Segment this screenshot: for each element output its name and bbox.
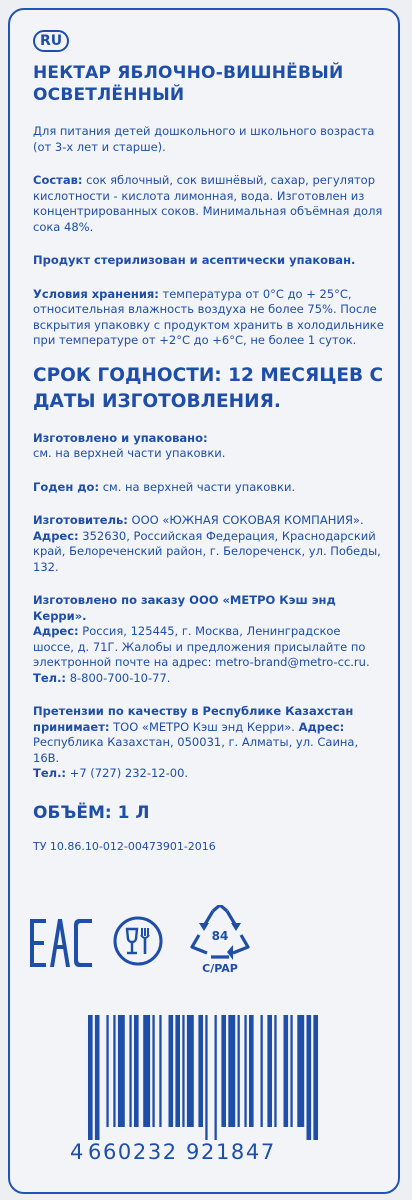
best-before-block: [33, 480, 385, 496]
barcode-bar: [152, 1015, 154, 1127]
barcode-bar: [198, 1015, 203, 1127]
barcode-bar: [274, 1015, 276, 1127]
storage-text: температура от 0°С до + 25°С, относительная влажность воздуха не более 75%. После вскрытия упаковку с продуктом хранить в холодильнике при температуре от +2°С до +6°С, не более 1 суток.: [33, 286, 384, 347]
barcode-bar: [290, 1015, 292, 1127]
barcode: [30, 1015, 390, 1185]
barcode-bar: [134, 1015, 139, 1127]
tu-standard: ТУ 10.86.10-012-00473901-2016: [33, 839, 216, 853]
kazakhstan-block: [33, 704, 385, 782]
manufacturer-address: 352630, Российская Федерация, Краснодарский край, Белореченский район, г. Белореченск, ул. Победы, 132.: [33, 528, 381, 574]
barcode-bar: [169, 1015, 174, 1127]
produced-label: Изготовлено и упаковано:: [33, 430, 208, 445]
customer-label: Изготовлено по заказу ООО «МЕТРО Кэш энд Керри».: [33, 593, 336, 623]
kazakhstan-label: Претензии по качеству в Республике Казахстан принимает:: [33, 704, 354, 734]
best-before-label: Годен до:: [33, 479, 100, 494]
barcode-bar: [118, 1015, 125, 1127]
barcode-bar: [307, 1015, 312, 1140]
barcode-bar: [129, 1015, 131, 1127]
barcode-bar: [175, 1015, 180, 1127]
barcode-bar: [205, 1015, 207, 1140]
barcode-bar: [221, 1015, 226, 1127]
kazakhstan-address-label: Адрес:: [298, 719, 345, 734]
language-badge: RU: [33, 30, 69, 52]
kazakhstan-org: ТОО «МЕТРО Кэш энд Керри».: [109, 719, 295, 734]
customer-address-label: Адрес:: [33, 624, 79, 638]
barcode-bar: [182, 1015, 184, 1127]
barcode-bar: [313, 1015, 318, 1140]
barcode-bar: [88, 1015, 93, 1140]
barcode-bar: [261, 1015, 263, 1127]
barcode-bar: [215, 1015, 217, 1140]
produced-block: [33, 431, 385, 462]
barcode-bar: [143, 1015, 150, 1127]
customer-block: [33, 593, 385, 686]
barcode-bar: [106, 1015, 108, 1127]
manufacturer-name: ООО «ЮЖНАЯ СОКОВАЯ КОМПАНИЯ».: [127, 513, 364, 527]
recycle-icon: [170, 905, 270, 975]
customer-phone-label: Тел.:: [33, 670, 67, 685]
barcode-bar: [238, 1015, 240, 1127]
sterilized-text: Продукт стерилизован и асептически упакован.: [33, 253, 356, 267]
barcode-first-digit: 4: [70, 1140, 84, 1164]
barcode-bar: [228, 1015, 235, 1127]
recycle-number: 84: [211, 929, 229, 943]
barcode-bar: [113, 1015, 115, 1127]
product-title: НЕКТАР ЯБЛОЧНО-ВИШНЁВЫЙ ОСВЕТЛЁННЫЙ: [33, 63, 344, 105]
manufacturer-label: Изготовитель:: [33, 513, 128, 527]
storage-block: [33, 287, 385, 349]
composition-label: Состав:: [33, 173, 83, 187]
volume-text: ОБЪЁМ: 1 Л: [33, 802, 150, 823]
composition-block: [33, 173, 385, 235]
barcode-bar: [95, 1015, 100, 1140]
composition-text: сок яблочный, сок вишнёвый, сахар, регулятор кислотности - кислота лимонная, вода. Изготовлен из концентрированных соков. Минимальная объёмная доля сока 48%.: [33, 173, 383, 234]
barcode-bars: [88, 1015, 368, 1140]
shelf-life-heading: СРОК ГОДНОСТИ: 12 МЕСЯЦЕВ С ДАТЫ ИЗГОТОВЛЕНИЯ.: [33, 364, 384, 412]
eac-mark-icon: [30, 919, 92, 971]
barcode-bar: [284, 1015, 289, 1127]
barcode-bar: [297, 1015, 304, 1127]
manufacturer-block: [33, 513, 385, 575]
label-text: [33, 30, 385, 854]
kazakhstan-phone-label: Тел.:: [33, 766, 67, 780]
customer-phone: 8-800-700-10-77.: [66, 670, 171, 685]
food-safe-icon: [112, 915, 164, 971]
barcode-bar: [249, 1015, 254, 1127]
barcode-bar: [267, 1015, 272, 1127]
barcode-bar: [187, 1015, 194, 1127]
recycle-code: C/PAP: [202, 962, 238, 975]
certification-icons: [30, 905, 350, 985]
produced-text: см. на верхней части упаковки.: [33, 446, 226, 460]
best-before-text: см. на верхней части упаковки.: [99, 479, 296, 494]
barcode-bar: [244, 1015, 246, 1127]
kazakhstan-phone: +7 (727) 232-12-00.: [66, 766, 189, 780]
barcode-digits: 660232 921847: [88, 1140, 276, 1164]
manufacturer-address-label: Адрес:: [33, 528, 79, 543]
purpose-text: Для питания детей дошкольного и школьного возраста (от 3-х лет и старше).: [33, 124, 375, 154]
barcode-bar: [159, 1015, 161, 1127]
customer-address: Россия, 125445, г. Москва, Ленинградское шоссе, д. 71Г. Жалобы и предложения присылайте по электронной почте на адрес: metro-brand@metro-cc.ru.: [33, 624, 370, 669]
kazakhstan-address: Республика Казахстан, 050031, г. Алматы, ул. Саина, 16В.: [33, 735, 359, 765]
storage-label: Условия хранения:: [33, 286, 159, 301]
